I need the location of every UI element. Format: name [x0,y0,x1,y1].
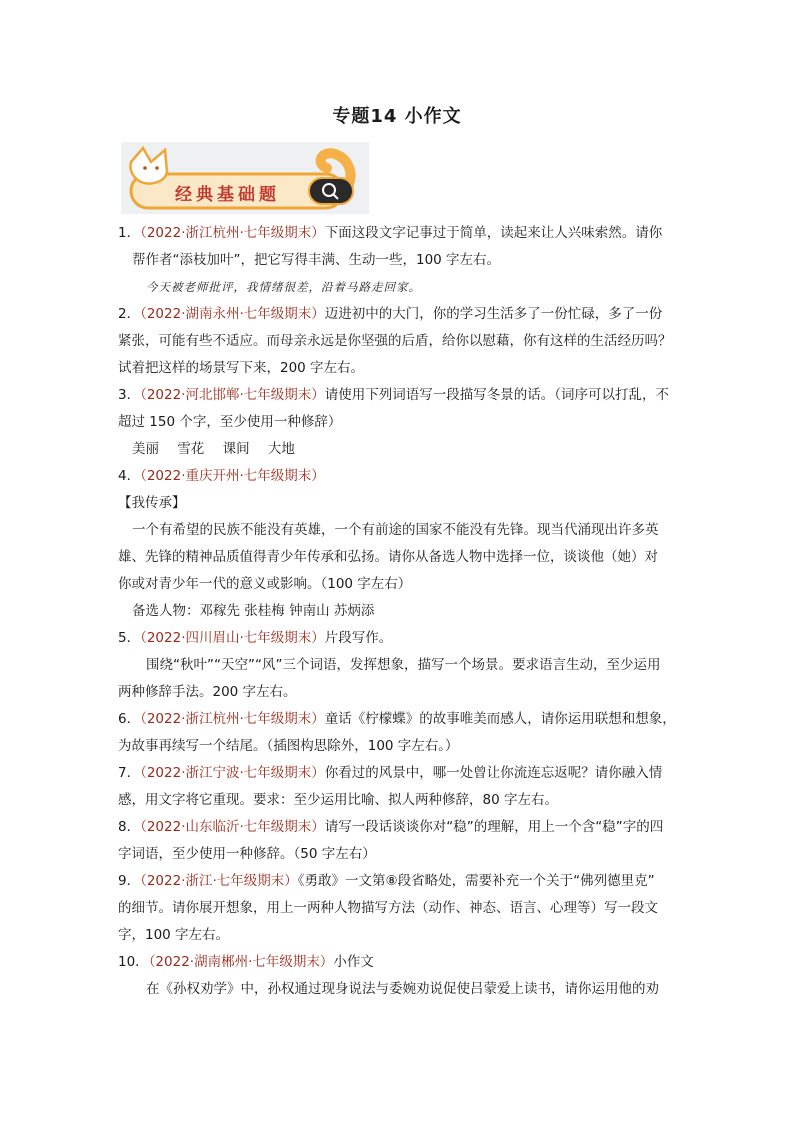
question-text: 下面这段文字记事过于简单，读起来让人兴味索然。请你 [324,225,663,241]
question-text: 感，用文字将它重现。要求：至少运用比喻、拟人两种修辞，80 字左右。 [118,792,558,808]
banner-label: 经典基础题 [175,185,280,205]
question-text: 迈进初中的大门，你的学习生活多了一份忙碌，多了一份 [324,306,663,322]
question-text: 为故事再续写一个结尾。（插图构思除外，100 字左右。） [118,738,459,754]
question-number: 10． [118,954,149,970]
question-text: 一个有希望的民族不能没有英雄，一个有前途的国家不能没有先锋。现当代涌现出许多英 [132,522,659,538]
question-number: 4． [118,468,141,484]
question-source: （2022·湖南郴州·七年级期末） [148,954,334,970]
question-10 [118,949,678,1003]
question-text: 试着把这样的场景写下来，200 字左右。 [118,360,365,376]
word-item: 大地 [267,441,295,457]
question-7 [118,760,678,814]
question-4 [118,463,678,625]
question-number: 8． [118,819,141,835]
question-text: 紧张，可能有些不适应。而母亲永远是你坚强的后盾，给你以慰藉，你有这样的生活经历吗？ [118,333,672,349]
question-8 [118,814,678,868]
question-text: 请写一段话谈谈你对“稳”的理解，用上一个含“稳”字的四 [324,819,664,835]
word-item: 课间 [222,441,250,457]
word-item: 雪花 [177,441,205,457]
section-banner [121,142,369,214]
question-1 [118,220,678,301]
question-5 [118,625,678,706]
question-text: 字，100 字左右。 [118,927,230,943]
question-text: 围绕“秋叶”“天空”“风”三个词语，发挥想象，描写一个场景。要求语言生动，至少运用 [146,657,661,673]
question-text: 字词语，至少使用一种修辞。（50 字左右） [118,846,376,862]
question-text: 两种修辞手法。200 字左右。 [118,684,297,700]
question-2 [118,301,678,382]
question-text: 雄、先锋的精神品质值得青少年传承和弘扬。请你从备选人物中选择一位，谈谈他（她）对 [118,549,658,565]
page-title: 专题14 小作文 [332,106,462,127]
question-source: （2022·湖南永州·七年级期末） [140,306,325,322]
question-number: 9． [118,873,141,889]
question-source: （2022·重庆开州·七年级期末） [140,468,325,484]
question-6 [118,706,678,760]
candidate-list: 备选人物：邓稼先 张桂梅 钟南山 苏炳添 [132,603,375,619]
question-9 [118,868,678,949]
question-number: 7． [118,765,141,781]
question-source: （2022·山东临沂·七年级期末） [140,819,325,835]
question-source: （2022·浙江杭州·七年级期末） [140,711,325,727]
question-source: （2022·浙江·七年级期末） [140,873,298,889]
question-number: 3． [118,387,141,403]
question-text: 《勇敢》一文第⑧段省略处，需要补充一个关于“佛列德里克” [297,873,655,889]
question-text: 你看过的风景中，哪一处曾让你流连忘返呢？请你融入情 [324,765,663,781]
question-text: 请使用下列词语写一段描写冬景的话。（词序可以打乱，不 [324,387,670,403]
question-text: 超过 150 个字，至少使用一种修辞） [118,414,342,430]
question-text: 帮作者“添枝加叶”，把它写得丰满、生动一些，100 字左右。 [132,252,501,268]
question-number: 5． [118,630,141,646]
handwritten-sentence: 今天被老师批评，我情绪很差，沿着马路走回家。 [146,280,421,294]
question-number: 2． [118,306,141,322]
question-text: 在《孙权劝学》中，孙权通过现身说法与委婉劝说促使吕蒙爱上读书，请你运用他的劝 [146,981,659,997]
question-number: 1． [118,225,141,241]
question-text: 你或对青少年一代的意义或影响。（100 字左右） [118,576,412,592]
section-heading: 【我传承】 [118,495,186,511]
question-text: 片段写作。 [324,630,393,646]
question-source: （2022·河北邯郸·七年级期末） [140,387,325,403]
question-source: （2022·四川眉山·七年级期末） [140,630,325,646]
question-text: 小作文 [333,954,374,970]
question-text: 的细节。请你展开想象，用上一两种人物描写方法（动作、神态、语言、心理等）写一段文 [118,900,658,916]
word-list [118,436,678,463]
question-number: 6． [118,711,141,727]
question-source: （2022·浙江杭州·七年级期末） [140,225,325,241]
word-item: 美丽 [132,441,159,457]
question-list [118,220,678,1003]
question-3 [118,382,678,463]
question-source: （2022·浙江宁波·七年级期末） [140,765,325,781]
question-text: 童话《柠檬蝶》的故事唯美而感人，请你运用联想和想象， [324,711,676,727]
